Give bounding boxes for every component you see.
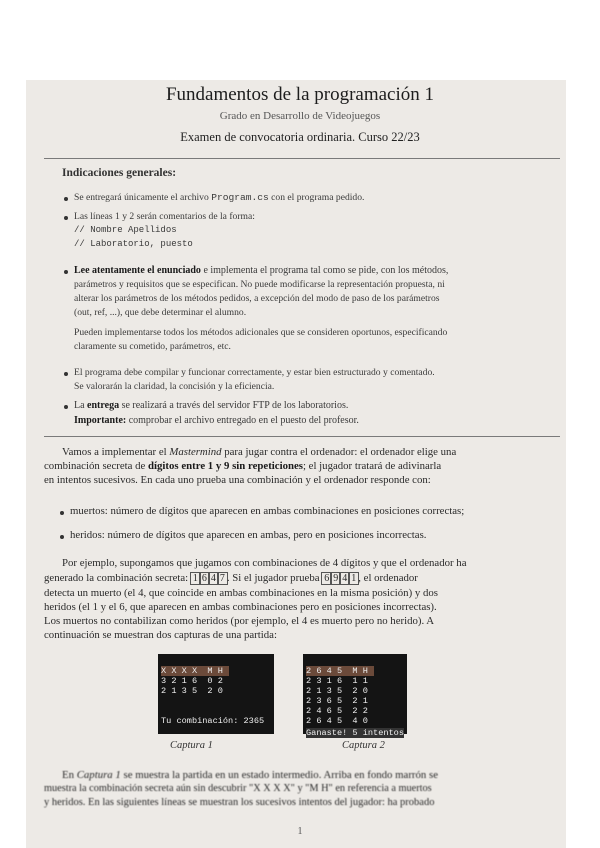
instruction-3-line: parámetros y requisitos que se especifican. No puede modificarse la representación propuesta, ni bbox=[74, 279, 445, 290]
paragraph-2-line: detecta un muerto (el 4, que coincide en ambas combinaciones en la misma posición) y dos bbox=[44, 587, 438, 599]
secret-combination: 1 6 4 7 bbox=[191, 572, 227, 584]
attempt-row: 2 1 3 5 2 0 bbox=[306, 686, 368, 696]
instruction-4: El programa debe compilar y funcionar correctamente, y estar bien estructurado y comentado. bbox=[74, 367, 435, 378]
bullet-icon bbox=[64, 372, 68, 376]
terminal-screenshot-1 bbox=[158, 654, 274, 734]
bullet-icon bbox=[64, 405, 68, 409]
paragraph-2-line: generado la combinación secreta: 1 6 4 7 . Si el jugador prueba 6 9 4 1 , el ordenador bbox=[44, 572, 418, 584]
bullet-icon bbox=[64, 216, 68, 220]
divider bbox=[44, 158, 560, 159]
attempt-row: 2 3 6 5 2 1 bbox=[306, 696, 368, 706]
paragraph-2-line: Los muertos no contabilizan como heridos (por ejemplo, el 4 es muerto pero no herido). A bbox=[44, 615, 435, 627]
attempt-row: 2 1 3 5 2 0 bbox=[161, 686, 223, 696]
instruction-2: Las líneas 1 y 2 serán comentarios de la forma: bbox=[74, 211, 255, 222]
code-line: // Nombre Apellidos bbox=[74, 225, 177, 235]
bullet-icon bbox=[64, 270, 68, 274]
instruction-5: La entrega se realizará a través del servidor FTP de los laboratorios. bbox=[74, 400, 349, 411]
section-heading: Indicaciones generales: bbox=[62, 167, 177, 179]
list-item-heridos: heridos: número de dígitos que aparecen en ambas, pero en posiciones incorrectas. bbox=[70, 529, 427, 541]
document-title: Fundamentos de la programación 1 bbox=[165, 84, 435, 105]
attempt-row: 2 3 1 6 1 1 bbox=[306, 676, 368, 686]
paragraph-2: Por ejemplo, supongamos que jugamos con combinaciones de 4 dígitos y que el ordenador ha bbox=[62, 557, 467, 569]
instruction-4-line: Se valorarán la claridad, la concisión y la eficiencia. bbox=[74, 381, 275, 392]
instruction-3-line: (out, ref, ...), que debe determinar el alumno. bbox=[74, 307, 247, 318]
list-item-muertos: muertos: número de dígitos que aparecen en ambas combinaciones en posiciones correctas; bbox=[70, 505, 465, 517]
input-prompt: Tu combinación: 2365 bbox=[161, 716, 265, 726]
guess-combination: 6 9 4 1 bbox=[322, 572, 358, 584]
paragraph-3-line: y heridos. En las siguientes líneas se muestran los sucesivos intentos del jugador: ha probado bbox=[44, 797, 435, 808]
paragraph-2-line: heridos (el 1 y el 6, que aparecen en ambas combinaciones pero en posiciones incorrectas). bbox=[44, 601, 437, 613]
paragraph-3-line: muestra la combinación secreta aún sin descubrir "X X X X" y "M H" en referencia a muertos bbox=[44, 783, 432, 794]
paragraph-2-line: continuación se muestran dos capturas de una partida: bbox=[44, 629, 277, 641]
combination-header: 2 6 4 5 M H bbox=[306, 666, 374, 676]
instruction-1: Se entregará únicamente el archivo Program.cs con el programa pedido. bbox=[74, 192, 365, 203]
instruction-3-note: Pueden implementarse todos los métodos adicionales que se consideren oportunos, especificando bbox=[74, 327, 448, 338]
bullet-icon bbox=[60, 535, 64, 539]
attempt-row: 2 6 4 5 4 0 bbox=[306, 716, 368, 726]
document-subtitle: Grado en Desarrollo de Videojuegos bbox=[219, 110, 381, 122]
important-note: Importante: comprobar el archivo entregado en el puesto del profesor. bbox=[74, 415, 359, 426]
paragraph-1: Vamos a implementar el Mastermind para jugar contra el ordenador: el ordenador elige una bbox=[62, 446, 457, 458]
win-message: Ganaste! 5 intentos bbox=[306, 728, 404, 738]
paragraph-1-line: combinación secreta de dígitos entre 1 y 9 sin repeticiones; el jugador tratará de adivinarla bbox=[44, 460, 442, 472]
divider bbox=[44, 436, 560, 437]
attempt-row: 2 4 6 5 2 2 bbox=[306, 706, 368, 716]
paragraph-3: En Captura 1 se muestra la partida en un estado intermedio. Arriba en fondo marrón se bbox=[62, 769, 439, 781]
bullet-icon bbox=[64, 197, 68, 201]
caption-2: Captura 2 bbox=[342, 740, 385, 751]
instruction-3-note: claramente su cometido, parámetros, etc. bbox=[74, 341, 231, 352]
bullet-icon bbox=[60, 511, 64, 515]
page-number: 1 bbox=[297, 826, 303, 837]
paragraph-1-line: en intentos sucesivos. En cada uno prueba una combinación y el ordenador responde con: bbox=[44, 474, 431, 486]
caption-1: Captura 1 bbox=[170, 740, 213, 751]
terminal-screenshot-2 bbox=[303, 654, 407, 738]
attempt-row: 3 2 1 6 0 2 bbox=[161, 676, 223, 686]
instruction-3: Lee atentamente el enunciado e implementa el programa tal como se pide, con los métodos, bbox=[74, 265, 449, 276]
instruction-3-line: alterar los parámetros de los métodos pedidos, a excepción del modo de paso de los parámetros bbox=[74, 293, 440, 304]
exam-title: Examen de convocatoria ordinaria. Curso 22/23 bbox=[180, 130, 420, 144]
code-line: // Laboratorio, puesto bbox=[74, 239, 193, 249]
combination-header: X X X X M H bbox=[161, 666, 229, 676]
